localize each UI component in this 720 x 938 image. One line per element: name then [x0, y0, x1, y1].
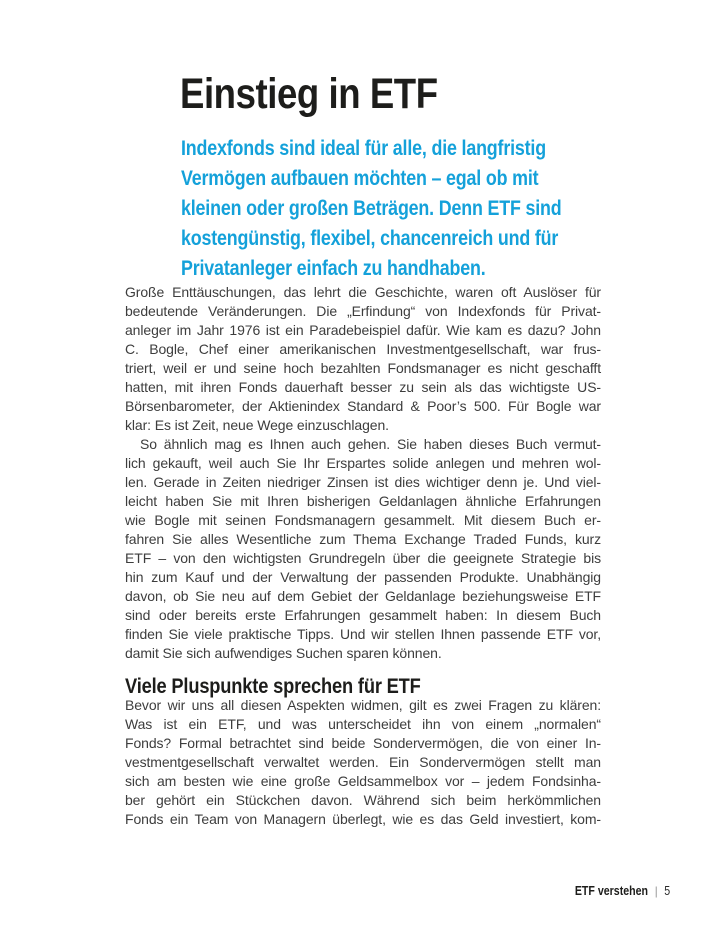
footer-page-number: 5: [664, 884, 670, 898]
text-line: vestmentgesellschaft verwaltet werden. Ein Sondervermögen stellt man: [125, 754, 601, 770]
text-line: klar: Es ist Zeit, neue Wege einzuschlagen.: [125, 417, 389, 433]
intro-text-block: [125, 283, 601, 663]
text-line: Bevor wir uns all diesen Aspekten widmen, gilt es zwei Fragen zu klären:: [125, 697, 601, 713]
text-line: lich gekauft, weil auch Sie Ihr Erspartes solide anlegen und mehren wol-: [125, 455, 601, 471]
text-line: ETF – von den wichtigsten Grundregeln über die geeignete Strategie bis: [125, 550, 601, 566]
text-line: Fonds? Formal betrachtet sind beide Sondervermögen, die von einer In-: [125, 735, 601, 751]
text-line: C. Bogle, Chef einer amerikanischen Investmentgesellschaft, war frus-: [125, 341, 601, 357]
text-line: sind oder bereits erste Erfahrungen gesammelt haben: In diesem Buch: [125, 607, 601, 623]
text-line: triert, weil er und seine hoch bezahlten Fondsmanager es nicht geschafft: [125, 360, 601, 376]
text-line: davon, ob Sie neu auf dem Gebiet der Geldanlage beziehungsweise ETF: [125, 588, 601, 604]
text-line: sich am besten wie eine große Geldsammelbox vor – jedem Fondsinha-: [125, 773, 601, 789]
lead-line: kleinen oder großen Beträgen. Denn ETF sind: [181, 197, 562, 220]
section-text-block: [125, 696, 601, 829]
text-line: So ähnlich mag es Ihnen auch gehen. Sie haben dieses Buch vermut-: [140, 436, 601, 452]
footer-separator: |: [654, 883, 658, 898]
text-line: hin zum Kauf und der Verwaltung der passenden Produkte. Unabhängig: [125, 569, 601, 585]
text-line: bedeutende Veränderungen. Die „Erfindung“ von Indexfonds für Privat-: [125, 303, 601, 319]
lead-line: Indexfonds sind ideal für alle, die langfristig: [181, 137, 546, 160]
text-line: ber gehört ein Stückchen davon. Während sich beim herkömmlichen: [125, 792, 601, 808]
lead-paragraph: [181, 134, 561, 284]
text-line: fahren Sie alles Wesentliche zum Thema Exchange Traded Funds, kurz: [125, 531, 601, 547]
text-line: damit Sie sich aufwendiges Suchen sparen können.: [125, 645, 442, 661]
text-line: len. Gerade in Zeiten niedriger Zinsen ist dies wichtiger denn je. Und viel-: [125, 474, 601, 490]
text-line: Börsenbarometer, der Aktienindex Standard & Poor’s 500. Für Bogle war: [125, 398, 601, 414]
section-heading: Viele Pluspunkte sprechen für ETF: [125, 674, 421, 698]
chapter-title: Einstieg in ETF: [180, 70, 438, 118]
text-line: finden Sie viele praktische Tipps. Und wir stellen Ihnen passende ETF vor,: [125, 626, 601, 642]
text-line: Große Enttäuschungen, das lehrt die Geschichte, waren oft Auslöser für: [125, 284, 601, 300]
text-line: Fonds ein Team von Managern überlegt, wie es das Geld investiert, kom-: [125, 811, 601, 827]
text-line: wie Bogle mit seinen Fondsmanagern gesammelt. Mit diesem Buch er-: [125, 512, 601, 528]
footer-chapter-label: ETF verstehen: [574, 884, 648, 898]
lead-line: kostengünstig, flexibel, chancenreich und für: [181, 227, 559, 250]
text-line: hatten, mit ihren Fonds dauerhaft besser zu sein als das wichtigste US-: [125, 379, 601, 395]
text-line: anleger im Jahr 1976 ist ein Paradebeispiel dafür. Wie kam es dazu? John: [125, 322, 601, 338]
text-line: Was ist ein ETF, und was unterscheidet ihn von einem „normalen“: [125, 716, 601, 732]
page-footer: [575, 884, 670, 898]
text-line: leicht haben Sie mit Ihren bisherigen Geldanlagen ähnliche Erfahrungen: [125, 493, 601, 509]
lead-line: Privatanleger einfach zu handhaben.: [181, 257, 486, 280]
lead-line: Vermögen aufbauen möchten – egal ob mit: [181, 167, 539, 190]
